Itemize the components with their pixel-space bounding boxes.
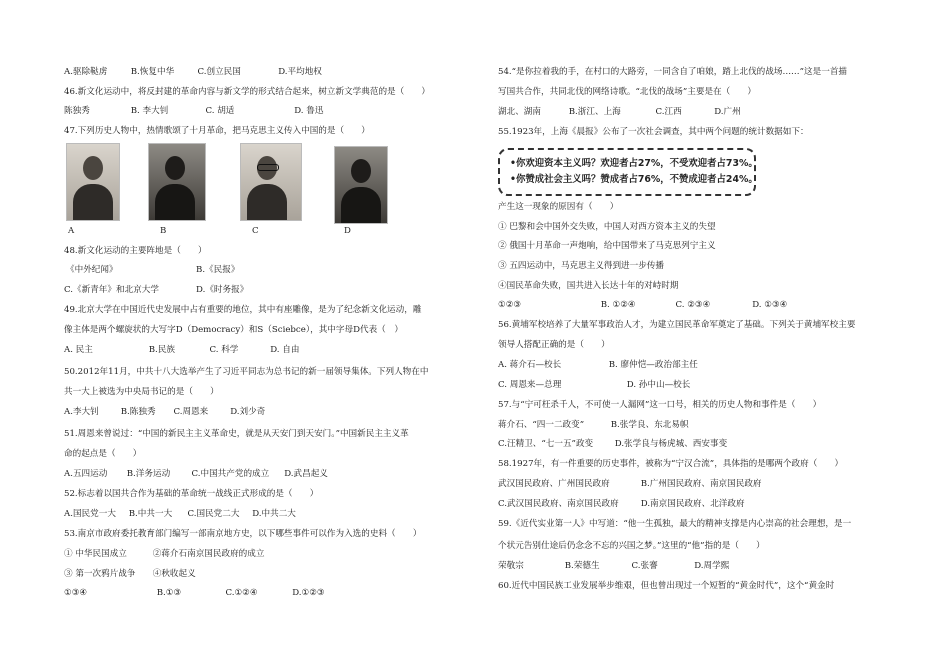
q58-stem: 58.1927年，有一件重要的历史事件，被称为“宁汉合流”，具体指的是哪两个政府（ ） — [498, 459, 844, 469]
q55-prompt: 产生这一现象的原因有（ ） — [498, 202, 619, 212]
q53-item-4: ④秋收起义 — [152, 569, 196, 579]
q53-option-c[interactable]: C.①②④ — [225, 588, 258, 598]
q47-label-a[interactable]: A — [68, 226, 75, 236]
q56-line-2: 领导人搭配正确的是（ ） — [498, 340, 610, 350]
q53-option-b[interactable]: B.①③ — [156, 588, 182, 598]
q50-option-d[interactable]: D.刘少奇 — [230, 407, 266, 417]
q47-stem: 47.下列历史人物中，热情歌颂了十月革命，把马克思主义传入中国的是（ ） — [64, 126, 370, 136]
q52-option-d[interactable]: D.中共二大 — [252, 509, 296, 519]
q55-item-1: ① 巴黎和会中国外交失败，中国人对西方资本主义的失望 — [498, 222, 716, 232]
q56-options-row-2 — [498, 379, 690, 391]
q46-option-b[interactable]: B. 李大钊 — [130, 106, 169, 116]
q53-items-row-2 — [64, 568, 196, 580]
q57-options-row-2 — [498, 438, 727, 450]
q46-option-d[interactable]: D. 鲁迅 — [294, 106, 324, 116]
q56-option-b[interactable]: B. 廖仲恺—政治部主任 — [608, 360, 698, 370]
q55-item-2: ② 俄国十月革命一声炮响，给中国带来了马克思列宁主义 — [498, 241, 716, 251]
portrait-photo-a — [66, 143, 120, 221]
q53-options — [64, 587, 325, 599]
q54-options — [498, 106, 741, 118]
portrait-photo-c — [240, 143, 302, 221]
q57-option-d[interactable]: D.张学良与杨虎城、西安事变 — [614, 439, 728, 449]
q45-option-a[interactable]: A.驱除鞑虏 — [64, 67, 108, 77]
q58-option-b[interactable]: B.广州国民政府、南京国民政府 — [640, 479, 762, 489]
q52-options — [64, 508, 296, 520]
q45-option-b[interactable]: B.恢复中华 — [130, 67, 175, 77]
q48-option-d[interactable]: D.《时务报》 — [196, 285, 249, 295]
q59-line-2: 个状元告别仕途后仍念念不忘的兴国之梦。”这里的“他”指的是（ ） — [498, 541, 765, 551]
q54-line-2: 写国共合作，共同北伐的网络诗歌。“北伐的战场”主要是在（ ） — [498, 87, 757, 97]
q49-option-b[interactable]: B.民族 — [148, 345, 175, 355]
q52-option-a[interactable]: A.国民党一大 — [64, 509, 116, 519]
q49-line-2: 像主体是两个螺旋状的大写字D（Democracy）和S（Sciebce），其中字母D代表（ ） — [64, 325, 403, 335]
q50-options — [64, 406, 265, 418]
q53-stem: 53.南京市政府委托教育部门编写一部南京地方史，以下哪些事件可以作为入选的史料（ ） — [64, 529, 422, 539]
q53-item-3: ③ 第一次鸦片战争 — [64, 569, 136, 579]
q55-stem: 55.1923年，上海《晨报》公布了一次社会调查，其中两个问题的统计数据如下： — [498, 127, 809, 137]
q58-option-a[interactable]: 武汉国民政府、广州国民政府 — [498, 479, 610, 489]
q57-stem: 57.与“宁可枉杀千人，不可使一人漏网”这一口号，相关的历史人物和事件是（ ） — [498, 400, 822, 410]
q54-line-1: 54.“是你拉着我的手，在村口的大路旁，一同含自了咱娘，踏上北伐的战场……”这是一首描 — [498, 67, 848, 77]
q56-option-a[interactable]: A. 蒋介石—校长 — [498, 360, 562, 370]
q48-stem: 48.新文化运动的主要阵地是（ ） — [64, 246, 207, 256]
q57-option-a[interactable]: 蒋介石、“四一二政变” — [498, 420, 585, 430]
portrait-photo-b — [148, 143, 206, 221]
q57-options-row-1 — [498, 419, 689, 431]
survey-line-2: •你赞成社会主义吗？赞成者占76%，不赞成迎者占24%。 — [510, 174, 758, 185]
q55-item-4: ④国民革命失败，国共进入长达十年的对峙时期 — [498, 281, 679, 291]
q59-option-c[interactable]: C.张謇 — [631, 561, 658, 571]
q49-option-d[interactable]: D. 自由 — [270, 345, 300, 355]
q54-option-b[interactable]: B.浙江、上海 — [568, 107, 621, 117]
q45-option-c[interactable]: C.创立民国 — [197, 67, 241, 77]
q51-option-c[interactable]: C.中国共产党的成立 — [191, 469, 270, 479]
survey-line-1: •你欢迎资本主义吗？欢迎者占27%，不受欢迎者占73%。 — [510, 158, 758, 169]
q56-line-1: 56.黄埔军校培养了大量军事政治人才，为建立国民革命军奠定了基础。下列关于黄埔军校主要 — [498, 320, 856, 330]
q56-option-d[interactable]: D. 孙中山—校长 — [626, 380, 691, 390]
q51-option-d[interactable]: D.武昌起义 — [284, 469, 328, 479]
q49-line-1: 49.北京大学在中国近代史发展中占有重要的地位，其中有座雕像，是为了纪念新文化运动，雕 — [64, 305, 422, 315]
q49-option-a[interactable]: A. 民主 — [64, 345, 93, 355]
q49-option-c[interactable]: C. 科学 — [209, 345, 239, 355]
q47-label-d[interactable]: D — [344, 226, 351, 236]
q48-option-b[interactable]: B.《民报》 — [196, 265, 240, 275]
q50-option-c[interactable]: C.周恩来 — [173, 407, 209, 417]
q48-option-c[interactable]: C.《新青年》和北京大学 — [64, 285, 159, 295]
q53-option-d[interactable]: D.①②③ — [292, 588, 325, 598]
q55-option-b[interactable]: B. ①②④ — [600, 300, 636, 310]
q59-options — [498, 560, 729, 572]
q56-option-c[interactable]: C. 周恩来—总理 — [498, 380, 562, 390]
q58-option-c[interactable]: C.武汉国民政府、南京国民政府 — [498, 499, 619, 509]
q59-line-1: 59.《近代实业第一人》中写道：“他一生孤独，最大的精神支撑是内心崇高的社会理想，是一 — [498, 519, 852, 529]
q46-options — [64, 105, 323, 117]
q54-option-a[interactable]: 湖北、湖南 — [498, 107, 541, 117]
q55-options — [498, 299, 787, 311]
q53-item-1: ① 中华民国成立 — [64, 549, 127, 559]
q59-option-a[interactable]: 荣敬宗 — [498, 561, 524, 571]
q50-option-a[interactable]: A.李大钊 — [64, 407, 99, 417]
q45-options — [64, 66, 322, 78]
q60-line-1: 60.近代中国民族工业发展举步维艰，但也曾出现过一个短暂的“黄金时代”，这个“黄金时 — [498, 581, 835, 591]
q54-option-d[interactable]: D.广州 — [714, 107, 741, 117]
q55-item-3: ③ 五四运动中，马克思主义得到进一步传播 — [498, 261, 665, 271]
q47-label-c[interactable]: C — [252, 226, 259, 236]
q52-option-b[interactable]: B.中共一大 — [128, 509, 173, 519]
q56-options-row-1 — [498, 359, 698, 371]
q51-line-1: 51.周恩来曾说过：“中国的新民主主义革命史，就是从天安门到天安门。”中国新民主主义革 — [64, 429, 409, 439]
q59-option-d[interactable]: D.周学熙 — [694, 561, 730, 571]
q58-option-d[interactable]: D.南京国民政府、北洋政府 — [640, 499, 745, 509]
q50-line-1: 50.2012年11月，中共十八大选举产生了习近平同志为总书记的新一届领导集体。下列人物在中 — [64, 367, 429, 377]
q52-stem: 52.标志着以国共合作为基础的革命统一战线正式形成的是（ ） — [64, 489, 319, 499]
portrait-photo-d — [334, 146, 388, 224]
q55-option-a[interactable]: ①②③ — [498, 300, 522, 310]
q55-option-d[interactable]: D. ①③④ — [752, 300, 788, 310]
q53-item-2: ②蒋介石南京国民政府的成立 — [152, 549, 265, 559]
q51-options — [64, 468, 328, 480]
q46-option-a[interactable]: 陈独秀 — [64, 106, 90, 116]
q50-line-2: 共一大上被选为中央局书记的是（ ） — [64, 387, 219, 397]
q47-label-b[interactable]: B — [160, 226, 167, 236]
q57-option-b[interactable]: B.张学良、东北易帜 — [610, 420, 689, 430]
q58-options-row-1 — [498, 478, 762, 490]
q55-option-c[interactable]: C. ②③④ — [675, 300, 711, 310]
survey-box — [498, 148, 756, 196]
q46-stem: 46.新文化运动中，将反封建的革命内容与新文学的形式结合起来，树立新文学典范的是（ ） — [64, 87, 431, 97]
q53-items-row-1 — [64, 548, 264, 560]
q54-option-c[interactable]: C.江西 — [655, 107, 682, 117]
q51-line-2: 命的起点是（ ） — [64, 449, 142, 459]
q50-option-b[interactable]: B.陈独秀 — [120, 407, 156, 417]
q51-option-a[interactable]: A.五四运动 — [64, 469, 108, 479]
q45-option-d[interactable]: D.平均地权 — [278, 67, 322, 77]
q46-option-c[interactable]: C. 胡适 — [205, 106, 235, 116]
q52-option-c[interactable]: C.国民党二大 — [187, 509, 240, 519]
q48-option-a[interactable]: 《中外纪闻》 — [66, 265, 118, 275]
q58-options-row-2 — [498, 498, 745, 510]
q49-options — [64, 344, 299, 356]
q51-option-b[interactable]: B.洋务运动 — [126, 469, 171, 479]
q59-option-b[interactable]: B.荣德生 — [564, 561, 600, 571]
q53-option-a[interactable]: ①③④ — [64, 588, 88, 598]
q57-option-c[interactable]: C.汪精卫、“七一五”政变 — [498, 439, 594, 449]
